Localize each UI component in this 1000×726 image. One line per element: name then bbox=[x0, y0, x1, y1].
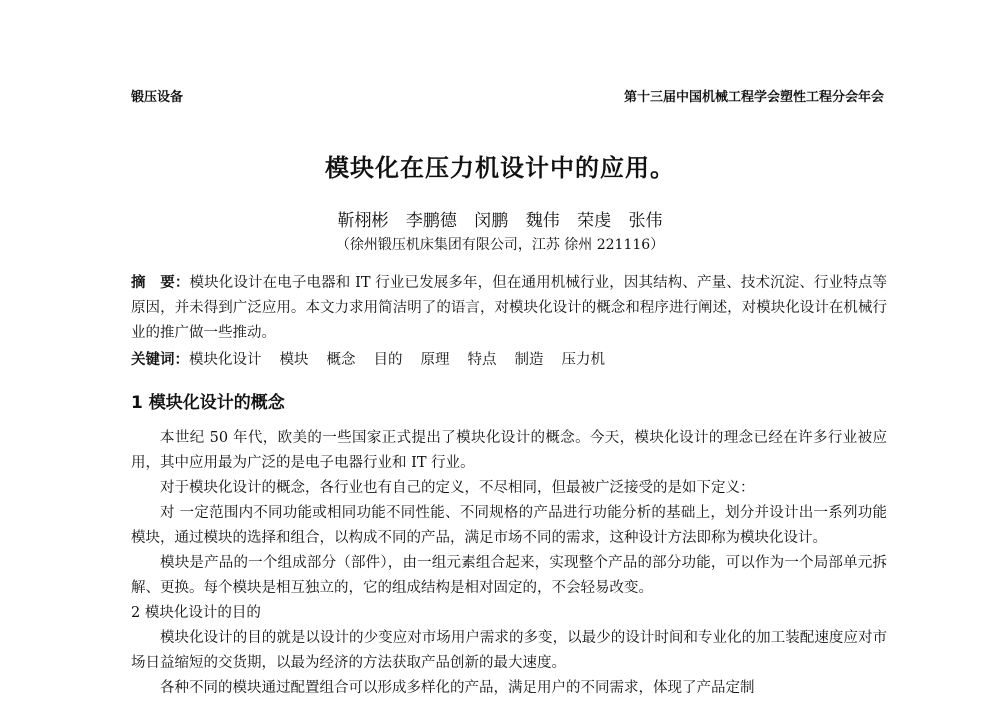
subsection-heading: 2 模块化设计的目的 bbox=[131, 605, 261, 621]
paper-title: 模块化在压力机设计中的应用。 bbox=[325, 154, 675, 182]
body-text bbox=[131, 426, 887, 701]
paragraph: 本世纪 50 年代，欧美的一些国家正式提出了模块化设计的概念。今天，模块化设计的理念已经在许多行业被应用，其中应用最为广泛的是电子电器行业和 IT 行业。 bbox=[131, 430, 887, 471]
author-name: 靳栩彬 bbox=[337, 211, 389, 231]
author-name: 魏伟 bbox=[525, 211, 560, 231]
keyword: 模块化设计 bbox=[189, 352, 262, 368]
affiliation: （徐州锻压机床集团有限公司，江苏 徐州 221116） bbox=[335, 237, 665, 253]
abstract bbox=[131, 270, 887, 346]
author-name: 闵鹏 bbox=[474, 211, 509, 231]
paragraph: 模块是产品的一个组成部分（部件），由一组元素组合起来，实现整个产品的部分功能，可以作为一个局部单元拆解、更换。每个模块是相互独立的，它的组成结构是相对固定的，不会轻易改变。 bbox=[131, 555, 887, 596]
paragraph: 模块化设计的目的就是以设计的少变应对市场用户需求的多变，以最少的设计时间和专业化的加工装配速度应对市场日益缩短的交货期，以最为经济的方法获取产品创新的最大速度。 bbox=[131, 630, 887, 671]
abstract-text: 模块化设计在电子电器和 IT 行业已发展多年，但在通用机械行业，因其结构、产量、技术沉淀、行业特点等原因，并未得到广泛应用。本文力求用简洁明了的语言，对模块化设计的概念和程序进行阐述，对模块化设计在机械行业的推广做一些推动。 bbox=[131, 275, 887, 341]
keyword: 特点 bbox=[467, 352, 497, 368]
keyword: 原理 bbox=[420, 352, 450, 368]
paragraph: 各种不同的模块通过配置组合可以形成多样化的产品，满足用户的不同需求，体现了产品定制 bbox=[160, 680, 755, 696]
running-header-right: 第十三届中国机械工程学会塑性工程分会年会 bbox=[623, 90, 884, 105]
author-name: 张伟 bbox=[628, 211, 663, 231]
keyword: 压力机 bbox=[561, 352, 605, 368]
section-heading: 1 模块化设计的概念 bbox=[131, 393, 285, 413]
paragraph: 对于模块化设计的概念，各行业也有自己的定义，不尽相同，但最被广泛接受的是如下定义： bbox=[160, 480, 755, 496]
abstract-label: 摘 要： bbox=[131, 274, 190, 291]
running-header-left: 锻压设备 bbox=[131, 90, 184, 105]
paragraph: 对 一定范围内不同功能或相同功能不同性能、不同规格的产品进行功能分析的基础上，划分并设计出一系列功能模块，通过模块的选择和组合，以构成不同的产品，满足市场不同的需求，这种设计方法即称为模块化设计。 bbox=[131, 505, 887, 546]
keywords-label: 关键词： bbox=[131, 351, 189, 368]
author-name: 李鹏德 bbox=[405, 211, 457, 231]
author-name: 荣虔 bbox=[577, 211, 612, 231]
author-list bbox=[0, 206, 1000, 231]
keyword: 模块 bbox=[279, 352, 309, 368]
keyword: 目的 bbox=[373, 352, 403, 368]
keyword: 制造 bbox=[514, 352, 544, 368]
keywords bbox=[131, 347, 887, 373]
keyword: 概念 bbox=[326, 352, 356, 368]
